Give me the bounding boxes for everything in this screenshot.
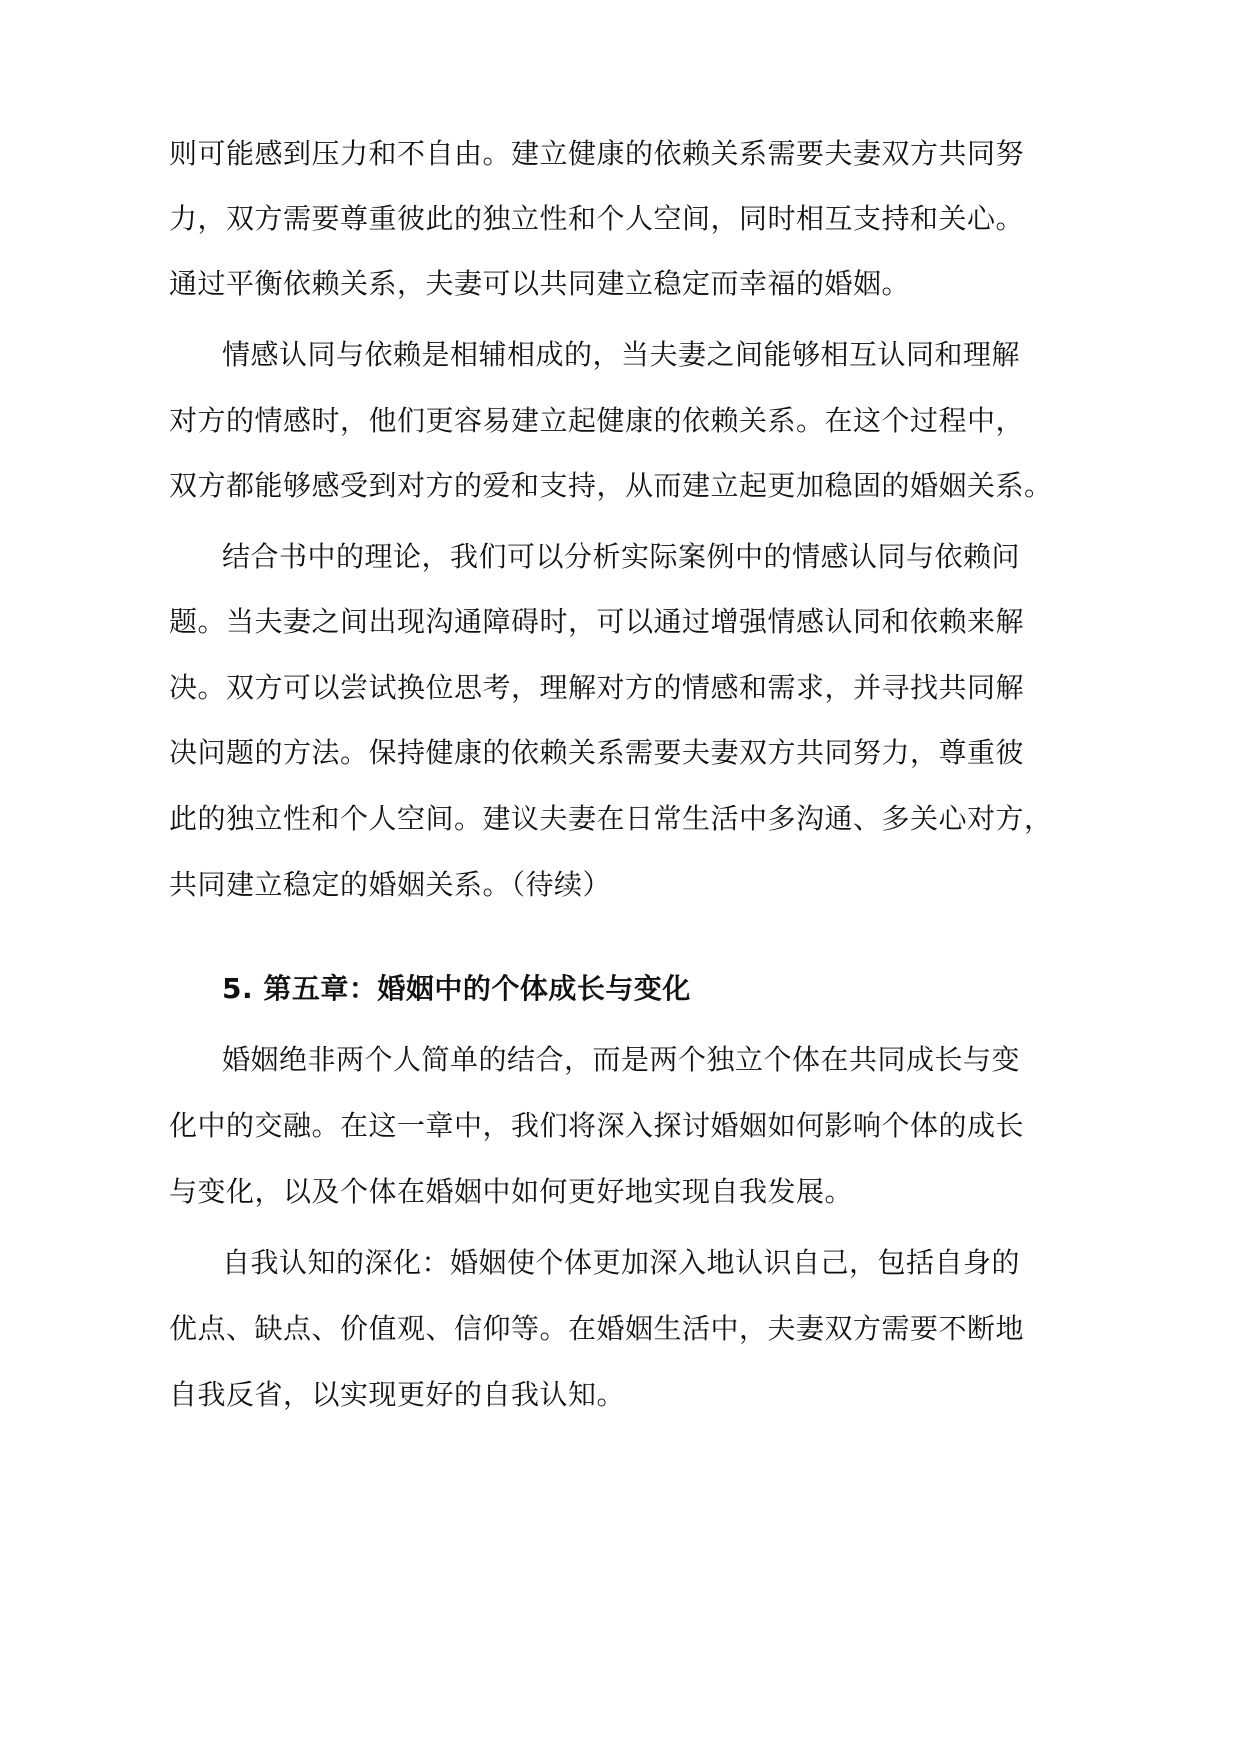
paragraph-1-line-1: 则可能感到压力和不自由。建立健康的依赖关系需要夫妻双方共同努 — [169, 137, 1025, 170]
paragraph-1-line-3: 通过平衡依赖关系，夫妻可以共同建立稳定而幸福的婚姻。 — [169, 267, 911, 300]
chapter-heading: 5. 第五章：婚姻中的个体成长与变化 — [222, 972, 691, 1005]
paragraph-2-line-2: 对方的情感时，他们更容易建立起健康的依赖关系。在这个过程中， — [169, 404, 1025, 437]
paragraph-3-line-2: 题。当夫妻之间出现沟通障碍时，可以通过增强情感认同和依赖来解 — [169, 605, 1025, 638]
paragraph-3-line-4: 决问题的方法。保持健康的依赖关系需要夫妻双方共同努力，尊重彼 — [169, 736, 1025, 769]
paragraph-5-line-1: 自我认知的深化：婚姻使个体更加深入地认识自己，包括自身的 — [222, 1246, 1021, 1279]
paragraph-3-line-3: 决。双方可以尝试换位思考，理解对方的情感和需求，并寻找共同解 — [169, 671, 1025, 704]
paragraph-2-line-3: 双方都能够感受到对方的爱和支持，从而建立起更加稳固的婚姻关系。 — [169, 469, 1053, 502]
paragraph-4-line-1: 婚姻绝非两个人简单的结合，而是两个独立个体在共同成长与变 — [222, 1043, 1021, 1076]
paragraph-4-line-3: 与变化，以及个体在婚姻中如何更好地实现自我发展。 — [169, 1175, 854, 1208]
paragraph-3-line-1: 结合书中的理论，我们可以分析实际案例中的情感认同与依赖问 — [222, 540, 1021, 573]
paragraph-3-line-6: 共同建立稳定的婚姻关系。（待续） — [169, 868, 612, 901]
paragraph-5-line-2: 优点、缺点、价值观、信仰等。在婚姻生活中，夫妻双方需要不断地 — [169, 1312, 1025, 1345]
paragraph-4-line-2: 化中的交融。在这一章中，我们将深入探讨婚姻如何影响个体的成长 — [169, 1109, 1025, 1142]
paragraph-3-line-5: 此的独立性和个人空间。建议夫妻在日常生活中多沟通、多关心对方， — [169, 802, 1053, 835]
paragraph-2-line-1: 情感认同与依赖是相辅相成的，当夫妻之间能够相互认同和理解 — [222, 338, 1021, 371]
paragraph-1-line-2: 力，双方需要尊重彼此的独立性和个人空间，同时相互支持和关心。 — [169, 202, 1025, 235]
paragraph-5-line-3: 自我反省，以实现更好的自我认知。 — [169, 1378, 626, 1411]
